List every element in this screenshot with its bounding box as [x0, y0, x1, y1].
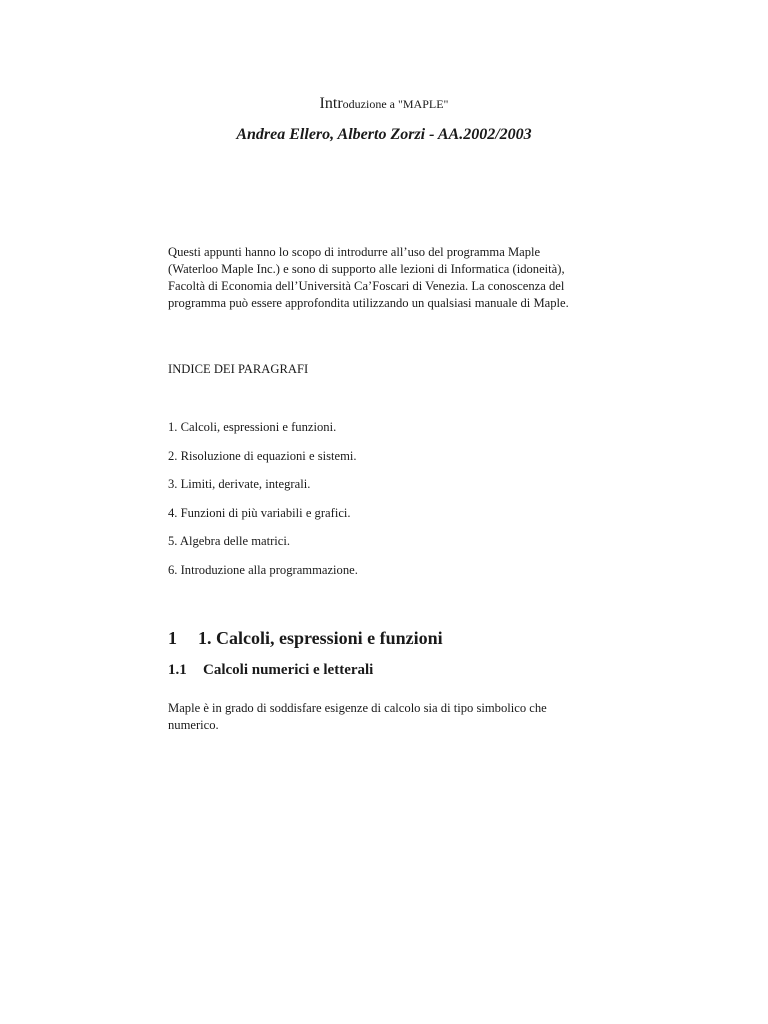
abstract-line: Facoltà di Economia dell’Università Ca’Foscari di Venezia. La conoscenza del — [168, 279, 565, 293]
toc-item: 4. Funzioni di più variabili e grafici. — [168, 505, 351, 520]
index-heading: INDICE DEI PARAGRAFI — [168, 362, 309, 376]
section-heading — [168, 626, 443, 650]
section-title: 1. Calcoli, espressioni e funzioni — [198, 628, 443, 648]
toc-item: 5. Algebra delle matrici. — [168, 534, 291, 548]
body-paragraph — [168, 700, 608, 734]
body-line: Maple è in grado di soddisfare esigenze di calcolo sia di tipo simbolico che — [168, 701, 547, 715]
abstract-line: programma può essere approfondita utilizzando un qualsiasi manuale di Maple. — [168, 296, 569, 310]
table-of-contents — [168, 418, 358, 589]
abstract-paragraph — [168, 244, 608, 312]
body-line: numerico. — [168, 718, 219, 732]
toc-item: 3. Limiti, derivate, integrali. — [168, 477, 311, 491]
subsection-number: 1.1 — [168, 662, 187, 678]
document-title-prefix: Intr — [319, 95, 343, 112]
toc-item: 1. Calcoli, espressioni e funzioni. — [168, 420, 337, 434]
section-number: 1 — [168, 628, 177, 648]
document-authors: Andrea Ellero, Alberto Zorzi - AA.2002/2003 — [236, 126, 532, 143]
subsection-heading — [168, 660, 373, 680]
document-title — [0, 94, 768, 114]
abstract-line: (Waterloo Maple Inc.) e sono di supporto alle lezioni di Informatica (idoneità), — [168, 262, 565, 276]
toc-item: 6. Introduzione alla programmazione. — [168, 562, 358, 577]
toc-item: 2. Risoluzione di equazioni e sistemi. — [168, 448, 357, 463]
subsection-title: Calcoli numerici e letterali — [203, 662, 374, 678]
document-title-rest: oduzione a "MAPLE" — [342, 97, 449, 111]
abstract-line: Questi appunti hanno lo scopo di introdurre all’uso del programma Maple — [168, 245, 541, 259]
